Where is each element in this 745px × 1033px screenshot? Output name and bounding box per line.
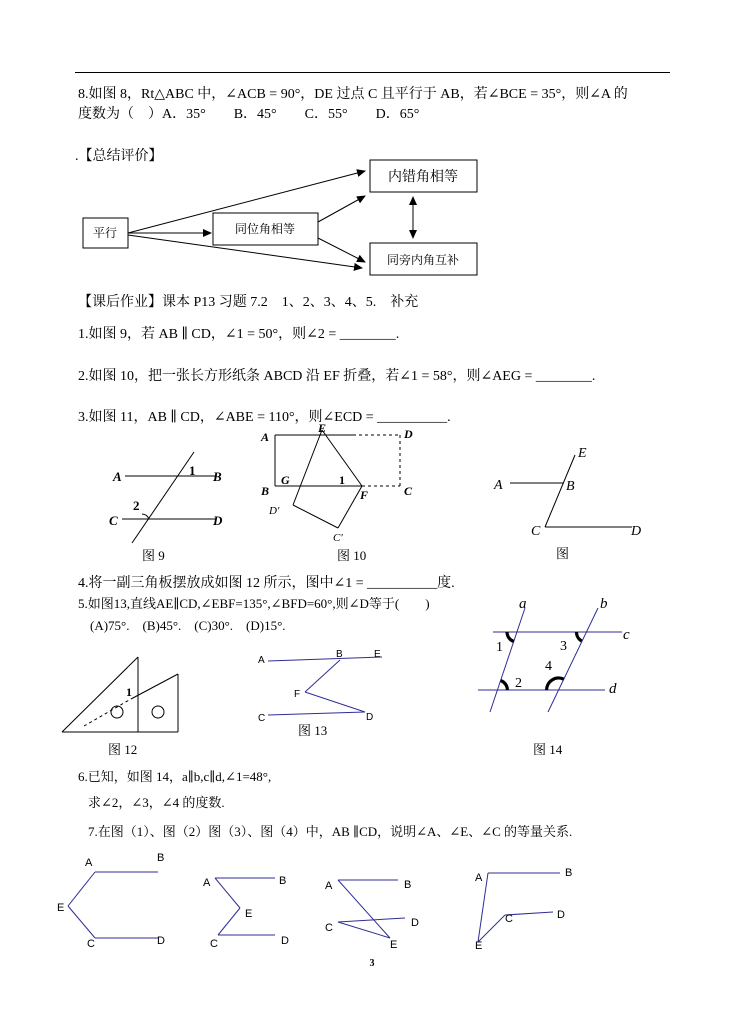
q7f4-line-ec (478, 915, 505, 942)
fig10-label-e: E (318, 421, 327, 435)
fig12-caption: 图 12 (108, 742, 138, 757)
question-5: 5.如图13,直线AE∥CD,∠EBF=135°,∠BFD=60°,则∠D等于( ) (78, 596, 430, 611)
fig13-label-a: A (258, 655, 265, 666)
fig12-label-angle1: 1 (126, 685, 132, 699)
q7f3-label-e: E (390, 939, 398, 951)
fig14-label-angle2: 2 (515, 676, 522, 691)
box-parallel-label: 平行 (92, 226, 118, 240)
arrow-corresponding-to-alternate (318, 196, 365, 222)
q7f1-label-b: B (157, 852, 165, 864)
fig14-label-angle1: 1 (496, 640, 503, 655)
q7-figure-1 (57, 852, 165, 950)
fig13-line-ae (268, 657, 382, 661)
q7f3-label-d: D (411, 917, 419, 929)
question-8-line-1: 8.如图 8，Rt△ABC 中，∠ACB = 90°，DE 过点 C 且平行于 AB，若∠BCE = 35°，则∠A 的 (78, 87, 628, 102)
fig11-label-c: C (531, 524, 541, 539)
fig9-label-angle2: 2 (133, 498, 140, 513)
fig10-label-d: D (404, 427, 413, 441)
figure-13 (258, 649, 382, 738)
q7f3-label-b: B (404, 879, 412, 891)
q7f4-label-a: A (475, 872, 483, 884)
question-8-line-2: 度数为（ ）A．35° B．45° C．55° D．65° (78, 107, 420, 122)
box-co-interior-angles-label: 同旁内角互补 (386, 253, 460, 267)
fig14-line-b (548, 608, 598, 712)
fig9-caption: 图 9 (142, 548, 165, 563)
question-3: 3.如图 11，AB ∥ CD，∠ABE = 110°，则∠ECD = __________. (78, 410, 451, 425)
summary-diagram (83, 160, 477, 275)
fig11-label-a: A (494, 478, 503, 493)
fig14-label-angle4: 4 (545, 659, 552, 674)
fig13-line-fd (305, 692, 365, 712)
fig10-label-a: A (261, 430, 270, 444)
q7f1-label-c: C (87, 938, 95, 950)
fig14-caption: 图 14 (533, 742, 563, 757)
q7f3-line-cd (338, 918, 405, 922)
fig13-label-d: D (366, 712, 374, 723)
fig14-label-b: b (600, 596, 608, 612)
fig13-line-bf (305, 660, 340, 692)
fig10-line-ed (293, 430, 322, 505)
page-number: 3 (369, 958, 375, 969)
fig13-label-c: C (258, 713, 266, 724)
fig14-label-a: a (519, 596, 527, 612)
q7f2-label-b: B (279, 875, 287, 887)
fig10-label-d-prime: D′ (269, 505, 280, 517)
q7f3-label-c: C (325, 922, 333, 934)
q7f4-label-b: B (565, 867, 573, 879)
fig13-label-e: E (374, 649, 381, 660)
fig13-line-cd (268, 712, 365, 715)
q7f1-label-a: A (85, 857, 93, 869)
fig9-transversal (132, 452, 194, 543)
figure-9 (109, 452, 223, 563)
q7f2-line-ae (215, 878, 240, 908)
q7f1-label-e: E (57, 902, 65, 914)
fig9-angle2-arc (142, 514, 149, 519)
fig9-label-b: B (213, 469, 222, 484)
q7-figure-2 (203, 875, 289, 950)
figure-12 (62, 657, 178, 757)
fig13-label-b: B (336, 649, 343, 660)
q7f2-line-ec (218, 908, 240, 935)
fig14-angle1-arc (507, 632, 514, 642)
fig11-caption: 图 (556, 546, 570, 561)
q7f4-label-d: D (557, 909, 565, 921)
q7f1-line-ae (68, 872, 95, 906)
question-2: 2.如图 10，把一张长方形纸条 ABCD 沿 EF 折叠，若∠1 = 58°，则∠AEG = ________. (78, 369, 596, 384)
figure-14 (478, 596, 630, 757)
question-4: 4.将一副三角板摆放成如图 12 所示，图中∠1 = __________度. (78, 576, 455, 591)
box-corresponding-angles-label: 同位角相等 (234, 222, 296, 236)
fig9-label-d: D (213, 513, 223, 528)
fig10-label-c: C (404, 484, 413, 498)
fig10-caption: 图 10 (337, 548, 367, 563)
fig13-label-f: F (294, 689, 301, 700)
homework-heading: 【课后作业】课本 P13 习题 7.2 1、2、3、4、5. 补充 (78, 295, 419, 310)
q7f2-label-a: A (203, 877, 211, 889)
fig13-caption: 图 13 (298, 723, 328, 738)
fig14-label-c: c (623, 627, 630, 643)
fig10-label-g: G (281, 473, 290, 487)
figure-11 (493, 446, 641, 561)
question-6-line-1: 6.已知，如图 14，a∥b,c∥d,∠1=48°, (78, 769, 272, 784)
figure-10 (260, 421, 413, 563)
summary-heading: .【总结评价】 (75, 149, 163, 164)
fig14-angle2-arc (501, 681, 508, 691)
question-7: 7.在图（1）、图（2）图（3）、图（4）中，AB ∥CD，说明∠A、∠E、∠C 的等量关系. (88, 824, 573, 839)
q7f1-label-d: D (157, 935, 165, 947)
fig14-label-angle3: 3 (560, 639, 567, 654)
fig9-label-angle1: 1 (189, 463, 196, 478)
q7f2-label-e: E (245, 908, 253, 920)
q7f4-label-c: C (505, 913, 513, 925)
fig14-angle3-arc (576, 632, 581, 641)
fig9-label-c: C (109, 513, 118, 528)
question-5-options: (A)75°. (B)45°. (C)30°. (D)15°. (90, 618, 286, 633)
box-alternate-interior-angles-label: 内错角相等 (388, 170, 458, 185)
q7-figure-3 (325, 879, 419, 951)
q7f3-line-ae (338, 880, 390, 938)
question-1: 1.如图 9，若 AB ∥ CD，∠1 = 50°，则∠2 = ________. (78, 327, 400, 342)
fig10-line-fc (338, 486, 362, 528)
fig12-triangle2-hole (152, 706, 164, 718)
arrow-corresponding-to-co-interior (318, 238, 365, 262)
question-6-line-2: 求∠2，∠3，∠4 的度数. (88, 795, 225, 810)
q7f3-label-a: A (325, 880, 333, 892)
fig9-label-a: A (113, 469, 122, 484)
fig14-line-a (490, 608, 525, 712)
fig10-label-b: B (261, 484, 270, 498)
fig11-label-e: E (578, 446, 587, 461)
fig10-label-angle1: 1 (339, 473, 345, 487)
fig14-label-d: d (609, 681, 617, 697)
fig10-line-dc (293, 505, 338, 528)
q7f2-label-c: C (210, 938, 218, 950)
q7f2-label-d: D (281, 935, 289, 947)
fig10-label-f: F (360, 488, 369, 502)
q7-figure-4 (475, 867, 572, 952)
fig11-label-b: B (566, 479, 575, 494)
q7f1-line-ec (68, 906, 95, 938)
fig12-triangle1-hole (111, 706, 123, 718)
fig10-label-c-prime: C′ (333, 532, 343, 544)
q7f4-label-e: E (475, 940, 483, 952)
fig11-label-d: D (631, 524, 642, 539)
